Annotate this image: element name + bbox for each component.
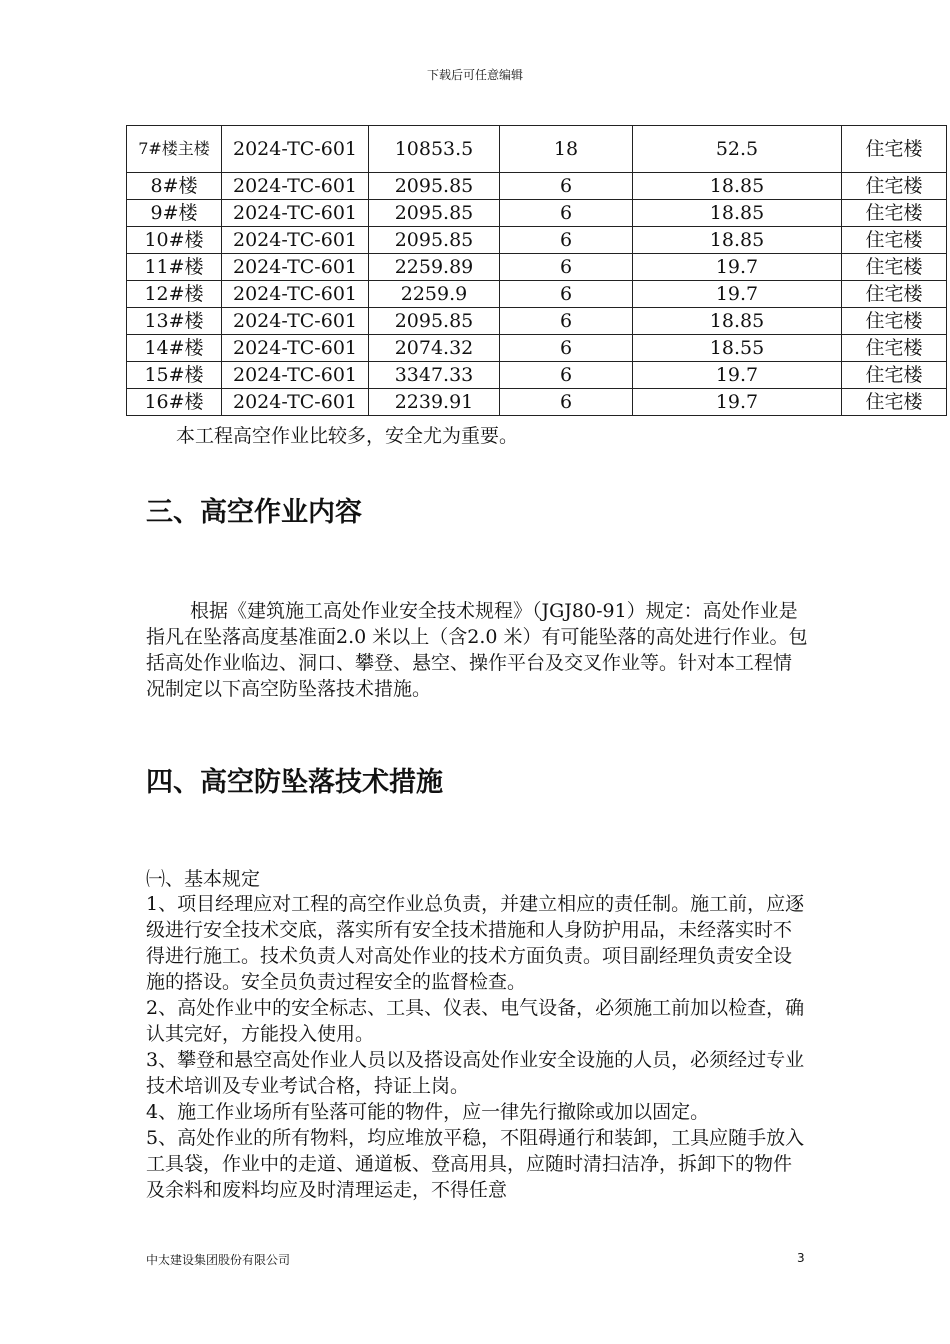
- table-cell: 8#楼: [127, 173, 222, 200]
- table-row: [127, 227, 947, 254]
- sub1-title: ㈠、基本规定: [146, 868, 261, 890]
- table-cell: 19.7: [633, 254, 842, 281]
- table-cell: 7#楼主楼: [127, 126, 222, 173]
- table-cell: 6: [500, 254, 633, 281]
- table-cell: 6: [500, 362, 633, 389]
- table-cell: 19.7: [633, 389, 842, 416]
- table-cell: 6: [500, 173, 633, 200]
- table-cell: 18.85: [633, 227, 842, 254]
- table-row: [127, 126, 947, 173]
- table-cell: 10#楼: [127, 227, 222, 254]
- table-cell: 住宅楼: [842, 281, 947, 308]
- footer-page-number: 3: [797, 1251, 805, 1265]
- table-row: [127, 254, 947, 281]
- table-cell: 10853.5: [369, 126, 500, 173]
- table-row: [127, 173, 947, 200]
- table-cell: 12#楼: [127, 281, 222, 308]
- table-cell: 11#楼: [127, 254, 222, 281]
- table-cell: 6: [500, 281, 633, 308]
- table-cell: 住宅楼: [842, 389, 947, 416]
- table-cell: 18.85: [633, 308, 842, 335]
- table-cell: 19.7: [633, 362, 842, 389]
- table-row: [127, 389, 947, 416]
- table-cell: 52.5: [633, 126, 842, 173]
- table-cell: 住宅楼: [842, 126, 947, 173]
- section4-title: 四、高空防坠落技术措施: [146, 767, 443, 798]
- table-cell: 18.85: [633, 200, 842, 227]
- table-cell: 2095.85: [369, 227, 500, 254]
- table-row: [127, 200, 947, 227]
- table-cell: 2095.85: [369, 308, 500, 335]
- building-table: [126, 125, 947, 416]
- table-row: [127, 281, 947, 308]
- table-cell: 6: [500, 227, 633, 254]
- table-cell: 住宅楼: [842, 200, 947, 227]
- item-1: 1、项目经理应对工程的高空作业总负责，并建立相应的责任制。施工前，应逐级进行安全技术交底，落实所有安全技术措施和人身防护用品，未经落实时不得进行施工。技术负责人对高处作业的技术方面负责。项目副经理负责安全设施的搭设。安全员负责过程安全的监督检查。: [146, 893, 805, 993]
- table-cell: 2024-TC-601: [222, 362, 369, 389]
- table-cell: 2239.91: [369, 389, 500, 416]
- table-row: [127, 335, 947, 362]
- table-cell: 13#楼: [127, 308, 222, 335]
- table-cell: 6: [500, 200, 633, 227]
- table-cell: 2024-TC-601: [222, 254, 369, 281]
- table-cell: 18.85: [633, 173, 842, 200]
- table-cell: 2024-TC-601: [222, 308, 369, 335]
- table-row: [127, 308, 947, 335]
- item-2: 2、高处作业中的安全标志、工具、仪表、电气设备，必须施工前加以检查，确认其完好，方能投入使用。: [146, 997, 805, 1045]
- item-4: 4、施工作业场所有坠落可能的物件，应一律先行撤除或加以固定。: [146, 1101, 710, 1123]
- table-cell: 6: [500, 335, 633, 362]
- table-cell: 2259.9: [369, 281, 500, 308]
- table-cell: 9#楼: [127, 200, 222, 227]
- table-cell: 住宅楼: [842, 254, 947, 281]
- table-cell: 6: [500, 389, 633, 416]
- item-5: 5、高处作业的所有物料，均应堆放平稳，不阻碍通行和装卸，工具应随手放入工具袋，作业中的走道、通道板、登高用具，应随时清扫洁净，拆卸下的物件及余料和废料均应及时清理运走，不得任意: [146, 1127, 805, 1201]
- table-cell: 2024-TC-601: [222, 227, 369, 254]
- table-cell: 住宅楼: [842, 227, 947, 254]
- table-cell: 住宅楼: [842, 362, 947, 389]
- table-cell: 3347.33: [369, 362, 500, 389]
- table-cell: 2024-TC-601: [222, 200, 369, 227]
- table-cell: 住宅楼: [842, 173, 947, 200]
- after-table-text: 本工程高空作业比较多，安全尤为重要。: [176, 425, 519, 447]
- table-cell: 6: [500, 308, 633, 335]
- table-cell: 2024-TC-601: [222, 126, 369, 173]
- item-3: 3、攀登和悬空高处作业人员以及搭设高处作业安全设施的人员，必须经过专业技术培训及专业考试合格，持证上岗。: [146, 1049, 805, 1097]
- table-cell: 住宅楼: [842, 335, 947, 362]
- table-cell: 2024-TC-601: [222, 335, 369, 362]
- table-cell: 19.7: [633, 281, 842, 308]
- table-cell: 2095.85: [369, 200, 500, 227]
- page-header: 下载后可任意编辑: [426, 68, 523, 82]
- table-cell: 14#楼: [127, 335, 222, 362]
- table-cell: 2259.89: [369, 254, 500, 281]
- section3-paragraph: 根据《建筑施工高处作业安全技术规程》（JGJ80-91）规定：高处作业是指凡在坠落高度基准面2.0 米以上（含2.0 米）有可能坠落的高处进行作业。包括高处作业临边、洞口、攀登、悬空、操作平台及交叉作业等。针对本工程情况制定以下高空防坠落技术措施。: [146, 600, 808, 700]
- table-cell: 2024-TC-601: [222, 281, 369, 308]
- section3-title: 三、高空作业内容: [146, 497, 362, 528]
- table-cell: 住宅楼: [842, 308, 947, 335]
- table-cell: 18.55: [633, 335, 842, 362]
- table-cell: 18: [500, 126, 633, 173]
- table-cell: 16#楼: [127, 389, 222, 416]
- table-row: [127, 362, 947, 389]
- items-block: [146, 891, 810, 1203]
- table-cell: 2095.85: [369, 173, 500, 200]
- table-cell: 15#楼: [127, 362, 222, 389]
- footer-company: 中太建设集团股份有限公司: [146, 1253, 291, 1267]
- table-cell: 2074.32: [369, 335, 500, 362]
- table-cell: 2024-TC-601: [222, 173, 369, 200]
- table-cell: 2024-TC-601: [222, 389, 369, 416]
